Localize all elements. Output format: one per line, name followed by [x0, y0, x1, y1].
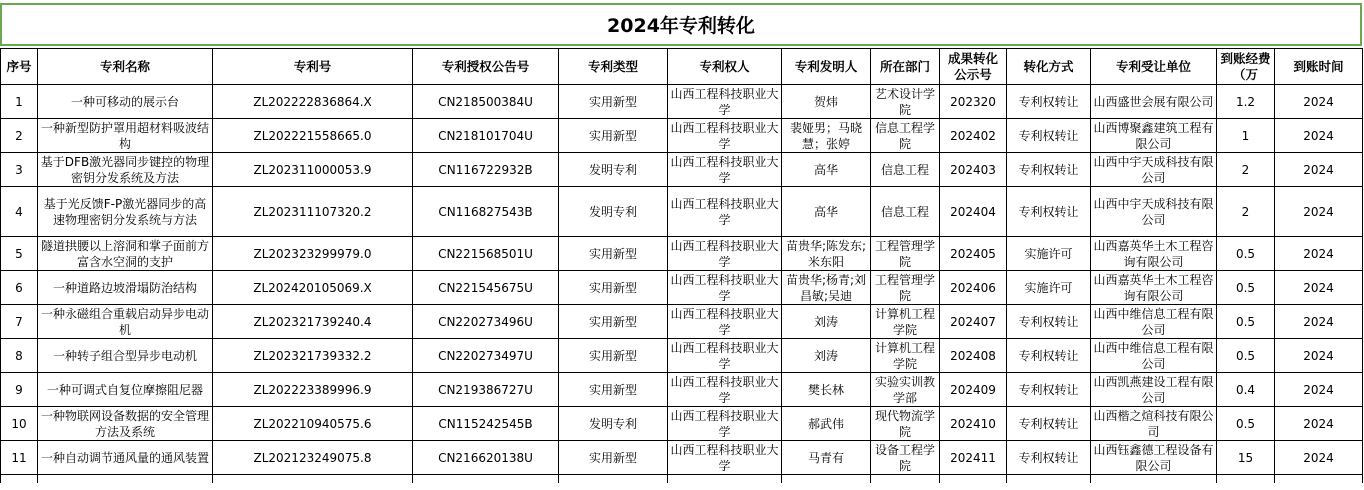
table-row [1, 271, 1363, 305]
arrival-time-cell[interactable]: 2024 [1275, 407, 1363, 441]
publication-number-cell[interactable]: CN220273497U [413, 339, 559, 373]
patent-name-cell[interactable]: 基于DFB激光器同步键控的物理密钥分发系统及方法 [38, 153, 213, 187]
serial-no-cell[interactable]: 2 [1, 119, 38, 153]
announcement-no-cell[interactable]: 202409 [940, 373, 1007, 407]
patent-number-cell[interactable]: ZL202123249075.8 [213, 441, 413, 475]
assignee-cell[interactable]: 山西楷之煊科技有限公司 [1091, 407, 1217, 441]
inventor-cell[interactable]: 高华 [782, 187, 871, 237]
assignee-cell[interactable]: 山西嘉英华土木工程咨询有限公司 [1091, 237, 1217, 271]
announcement-no-cell[interactable] [940, 475, 1007, 484]
funding-cell[interactable]: 0.5 [1217, 407, 1275, 441]
announcement-no-cell[interactable]: 202320 [940, 85, 1007, 119]
serial-no-cell[interactable]: 9 [1, 373, 38, 407]
publication-number-cell[interactable]: CN221545675U [413, 271, 559, 305]
department-cell[interactable]: 信息工程 [871, 187, 940, 237]
serial-no-cell[interactable]: 6 [1, 271, 38, 305]
arrival-time-cell[interactable]: 2024 [1275, 119, 1363, 153]
patentee-cell[interactable]: 山西工程科技职业大学 [668, 153, 782, 187]
patent-type-cell[interactable]: 发明专利 [559, 407, 668, 441]
patent-number-cell[interactable]: ZL202321739332.2 [213, 339, 413, 373]
assignee-cell[interactable]: 山西中宇天成科技有限公司 [1091, 187, 1217, 237]
inventor-cell[interactable]: 郝武伟 [782, 407, 871, 441]
patent-number-cell[interactable] [213, 475, 413, 484]
header-cell[interactable]: 专利权人 [668, 49, 782, 85]
patentee-cell[interactable] [668, 475, 782, 484]
publication-number-cell[interactable]: CN218101704U [413, 119, 559, 153]
department-cell[interactable]: 信息工程学院 [871, 119, 940, 153]
publication-number-cell[interactable]: CN216620138U [413, 441, 559, 475]
patent-name-cell[interactable]: 一种可调式自复位摩擦阻尼器 [38, 373, 213, 407]
patent-type-cell[interactable]: 实用新型 [559, 339, 668, 373]
announcement-no-cell[interactable]: 202405 [940, 237, 1007, 271]
patent-number-cell[interactable]: ZL202323299979.0 [213, 237, 413, 271]
transfer-method-cell[interactable]: 专利权转让 [1007, 373, 1091, 407]
assignee-cell[interactable]: 山西中维信息工程有限公司 [1091, 339, 1217, 373]
table-row [1, 373, 1363, 407]
announcement-no-cell[interactable]: 202403 [940, 153, 1007, 187]
department-cell[interactable]: 设备工程学院 [871, 441, 940, 475]
patent-number-cell[interactable]: ZL202221558665.0 [213, 119, 413, 153]
publication-number-cell[interactable]: CN219386727U [413, 373, 559, 407]
patent-type-cell[interactable]: 实用新型 [559, 441, 668, 475]
publication-number-cell[interactable]: CN115242545B [413, 407, 559, 441]
header-cell[interactable]: 专利名称 [38, 49, 213, 85]
sheet-title[interactable]: 2024年专利转化 [0, 3, 1362, 46]
assignee-cell[interactable]: 山西中维信息工程有限公司 [1091, 305, 1217, 339]
patent-name-cell[interactable] [38, 475, 213, 484]
patentee-cell[interactable]: 山西工程科技职业大学 [668, 119, 782, 153]
transfer-method-cell[interactable]: 专利权转让 [1007, 407, 1091, 441]
funding-cell[interactable]: 0.5 [1217, 237, 1275, 271]
header-cell[interactable]: 成果转化公示号 [940, 49, 1007, 85]
transfer-method-cell[interactable]: 实施许可 [1007, 237, 1091, 271]
header-cell[interactable]: 所在部门 [871, 49, 940, 85]
transfer-method-cell[interactable]: 专利权转让 [1007, 441, 1091, 475]
table-row [1, 153, 1363, 187]
announcement-no-cell[interactable]: 202411 [940, 441, 1007, 475]
table-row [1, 475, 1363, 484]
table-row [1, 305, 1363, 339]
department-cell[interactable]: 计算机工程学院 [871, 339, 940, 373]
announcement-no-cell[interactable]: 202406 [940, 271, 1007, 305]
transfer-method-cell[interactable]: 专利权转让 [1007, 187, 1091, 237]
assignee-cell[interactable]: 山西嘉英华土木工程咨询有限公司 [1091, 271, 1217, 305]
serial-no-cell[interactable] [1, 475, 38, 484]
patent-number-cell[interactable]: ZL202420105069.X [213, 271, 413, 305]
patentee-cell[interactable]: 山西工程科技职业大学 [668, 187, 782, 237]
announcement-no-cell[interactable]: 202410 [940, 407, 1007, 441]
arrival-time-cell[interactable]: 2024 [1275, 187, 1363, 237]
announcement-no-cell[interactable]: 202402 [940, 119, 1007, 153]
serial-no-cell[interactable]: 11 [1, 441, 38, 475]
arrival-time-cell[interactable]: 2024 [1275, 271, 1363, 305]
patent-type-cell[interactable]: 实用新型 [559, 237, 668, 271]
inventor-cell[interactable]: 樊长林 [782, 373, 871, 407]
table-row [1, 119, 1363, 153]
arrival-time-cell[interactable]: 2024 [1275, 339, 1363, 373]
transfer-method-cell[interactable]: 专利权转让 [1007, 119, 1091, 153]
patent-type-cell[interactable]: 实用新型 [559, 85, 668, 119]
funding-cell[interactable] [1217, 475, 1275, 484]
inventor-cell[interactable]: 高华 [782, 153, 871, 187]
inventor-cell[interactable]: 裴娅男；马晓慧；张婷 [782, 119, 871, 153]
table-row [1, 237, 1363, 271]
patent-name-cell[interactable]: 一种可移动的展示台 [38, 85, 213, 119]
department-cell[interactable]: 工程管理学院 [871, 271, 940, 305]
inventor-cell[interactable]: 苗贵华;杨青;刘昌敏;吴迪 [782, 271, 871, 305]
inventor-cell[interactable]: 苗贵华;陈发东;米东阳 [782, 237, 871, 271]
transfer-method-cell[interactable] [1007, 475, 1091, 484]
transfer-method-cell[interactable]: 专利权转让 [1007, 153, 1091, 187]
patent-number-cell[interactable]: ZL202223389996.9 [213, 373, 413, 407]
table-row [1, 339, 1363, 373]
announcement-no-cell[interactable]: 202408 [940, 339, 1007, 373]
header-cell[interactable]: 专利类型 [559, 49, 668, 85]
assignee-cell[interactable]: 山西中宇天成科技有限公司 [1091, 153, 1217, 187]
funding-cell[interactable]: 0.5 [1217, 271, 1275, 305]
patent-number-cell[interactable]: ZL202311000053.9 [213, 153, 413, 187]
header-cell[interactable]: 专利号 [213, 49, 413, 85]
arrival-time-cell[interactable] [1275, 475, 1363, 484]
patent-name-cell[interactable]: 一种自动调节通风量的通风装置 [38, 441, 213, 475]
patentee-cell[interactable]: 山西工程科技职业大学 [668, 339, 782, 373]
patentee-cell[interactable]: 山西工程科技职业大学 [668, 237, 782, 271]
header-cell[interactable]: 到账经费（万 [1217, 49, 1275, 85]
department-cell[interactable]: 艺术设计学院 [871, 85, 940, 119]
patent-type-cell[interactable]: 发明专利 [559, 187, 668, 237]
transfer-method-cell[interactable]: 实施许可 [1007, 271, 1091, 305]
funding-cell[interactable]: 0.4 [1217, 373, 1275, 407]
funding-cell[interactable]: 2 [1217, 187, 1275, 237]
table-body [1, 85, 1363, 484]
patentee-cell[interactable]: 山西工程科技职业大学 [668, 305, 782, 339]
table-row [1, 407, 1363, 441]
patent-name-cell[interactable]: 基于光反馈F-P激光器同步的高速物理密钥分发系统与方法 [38, 187, 213, 237]
announcement-no-cell[interactable]: 202404 [940, 187, 1007, 237]
arrival-time-cell[interactable]: 2024 [1275, 237, 1363, 271]
table-row [1, 187, 1363, 237]
publication-number-cell[interactable]: CN116722932B [413, 153, 559, 187]
patent-name-cell[interactable]: 一种道路边坡滑塌防治结构 [38, 271, 213, 305]
funding-cell[interactable]: 1 [1217, 119, 1275, 153]
publication-number-cell[interactable]: CN221568501U [413, 237, 559, 271]
funding-cell[interactable]: 15 [1217, 441, 1275, 475]
publication-number-cell[interactable]: CN116827543B [413, 187, 559, 237]
arrival-time-cell[interactable]: 2024 [1275, 373, 1363, 407]
patentee-cell[interactable]: 山西工程科技职业大学 [668, 85, 782, 119]
table-row [1, 85, 1363, 119]
department-cell[interactable] [871, 475, 940, 484]
inventor-cell[interactable]: 贺炜 [782, 85, 871, 119]
arrival-time-cell[interactable]: 2024 [1275, 85, 1363, 119]
department-cell[interactable]: 计算机工程学院 [871, 305, 940, 339]
header-cell[interactable]: 专利受让单位 [1091, 49, 1217, 85]
department-cell[interactable]: 信息工程 [871, 153, 940, 187]
patent-number-cell[interactable]: ZL202222836864.X [213, 85, 413, 119]
funding-cell[interactable]: 0.5 [1217, 339, 1275, 373]
funding-cell[interactable]: 0.5 [1217, 305, 1275, 339]
transfer-method-cell[interactable]: 专利权转让 [1007, 85, 1091, 119]
publication-number-cell[interactable]: CN218500384U [413, 85, 559, 119]
arrival-time-cell[interactable]: 2024 [1275, 153, 1363, 187]
patent-name-cell[interactable]: 一种物联网设备数据的安全管理方法及系统 [38, 407, 213, 441]
header-cell[interactable]: 专利发明人 [782, 49, 871, 85]
patentee-cell[interactable]: 山西工程科技职业大学 [668, 271, 782, 305]
serial-no-cell[interactable]: 4 [1, 187, 38, 237]
funding-cell[interactable]: 2 [1217, 153, 1275, 187]
serial-no-cell[interactable]: 8 [1, 339, 38, 373]
patent-type-cell[interactable]: 实用新型 [559, 119, 668, 153]
publication-number-cell[interactable] [413, 475, 559, 484]
patent-name-cell[interactable]: 一种新型防护罩用超材料吸波结构 [38, 119, 213, 153]
patentee-cell[interactable]: 山西工程科技职业大学 [668, 407, 782, 441]
patent-type-cell[interactable] [559, 475, 668, 484]
inventor-cell[interactable]: 马青有 [782, 441, 871, 475]
patent-name-cell[interactable]: 隧道拱腰以上溶洞和掌子面前方富含水空洞的支护 [38, 237, 213, 271]
funding-cell[interactable]: 1.2 [1217, 85, 1275, 119]
department-cell[interactable]: 实验实训教学部 [871, 373, 940, 407]
assignee-cell[interactable]: 山西凯燕建设工程有限公司 [1091, 373, 1217, 407]
department-cell[interactable]: 现代物流学院 [871, 407, 940, 441]
department-cell[interactable]: 工程管理学院 [871, 237, 940, 271]
patent-type-cell[interactable]: 发明专利 [559, 153, 668, 187]
patent-table [0, 48, 1363, 483]
header-row [1, 49, 1363, 85]
header-cell[interactable]: 专利授权公告号 [413, 49, 559, 85]
arrival-time-cell[interactable]: 2024 [1275, 305, 1363, 339]
assignee-cell[interactable]: 山西盛世会展有限公司 [1091, 85, 1217, 119]
patent-name-cell[interactable]: 一种永磁组合重载启动异步电动机 [38, 305, 213, 339]
arrival-time-cell[interactable]: 2024 [1275, 441, 1363, 475]
assignee-cell[interactable]: 山西博聚鑫建筑工程有限公司 [1091, 119, 1217, 153]
assignee-cell[interactable] [1091, 475, 1217, 484]
announcement-no-cell[interactable]: 202407 [940, 305, 1007, 339]
inventor-cell[interactable]: 刘涛 [782, 305, 871, 339]
patent-number-cell[interactable]: ZL202311107320.2 [213, 187, 413, 237]
serial-no-cell[interactable]: 3 [1, 153, 38, 187]
inventor-cell[interactable] [782, 475, 871, 484]
table-row [1, 441, 1363, 475]
patent-type-cell[interactable]: 实用新型 [559, 305, 668, 339]
publication-number-cell[interactable]: CN220273496U [413, 305, 559, 339]
patentee-cell[interactable]: 山西工程科技职业大学 [668, 441, 782, 475]
header-cell[interactable]: 序号 [1, 49, 38, 85]
transfer-method-cell[interactable]: 专利权转让 [1007, 339, 1091, 373]
patent-type-cell[interactable]: 实用新型 [559, 373, 668, 407]
patent-number-cell[interactable]: ZL202321739240.4 [213, 305, 413, 339]
patent-name-cell[interactable]: 一种转子组合型异步电动机 [38, 339, 213, 373]
patent-type-cell[interactable]: 实用新型 [559, 271, 668, 305]
header-cell[interactable]: 到账时间 [1275, 49, 1363, 85]
patent-number-cell[interactable]: ZL202210940575.6 [213, 407, 413, 441]
serial-no-cell[interactable]: 7 [1, 305, 38, 339]
serial-no-cell[interactable]: 5 [1, 237, 38, 271]
patentee-cell[interactable]: 山西工程科技职业大学 [668, 373, 782, 407]
header-cell[interactable]: 转化方式 [1007, 49, 1091, 85]
assignee-cell[interactable]: 山西钰鑫德工程设备有限公司 [1091, 441, 1217, 475]
transfer-method-cell[interactable]: 专利权转让 [1007, 305, 1091, 339]
serial-no-cell[interactable]: 10 [1, 407, 38, 441]
inventor-cell[interactable]: 刘涛 [782, 339, 871, 373]
serial-no-cell[interactable]: 1 [1, 85, 38, 119]
